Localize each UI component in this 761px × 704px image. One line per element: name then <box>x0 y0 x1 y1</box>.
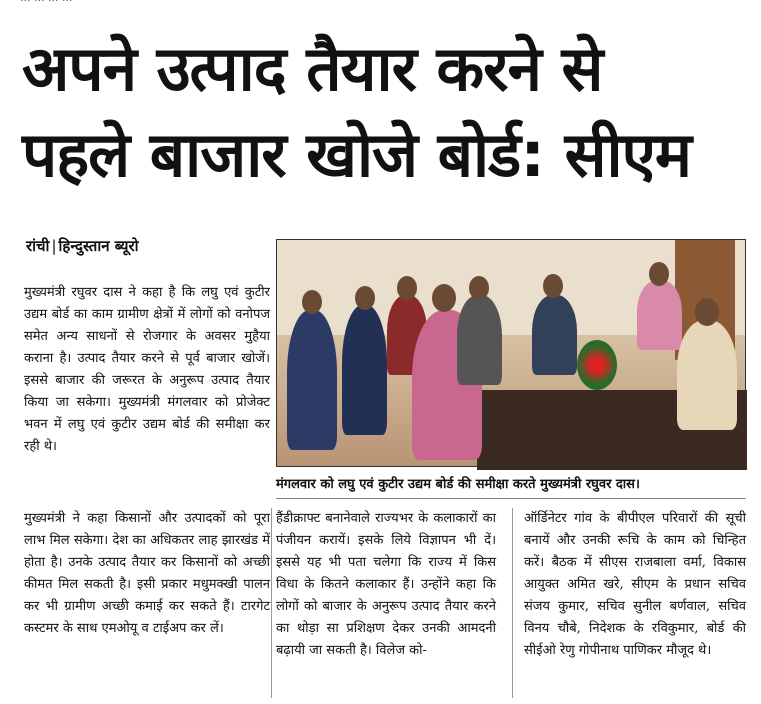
article-paragraph-4: ऑर्डिनेटर गांव के बीपीएल परिवारों की सूची बनायें और उनकी रूचि के काम को चिन्हित करें। बैठक में सीएस राजबाला वर्मा, विकास आयुक्त अमित खरे, सीएम के प्रधान सचिव संजय कुमार, सचिव सुनील बर्णवाल, सचिव विनय चौबे, निदेशक के रविकुमार, बोर्ड की सीईओ रेणु गोपीनाथ पाणिकर मौजूद थे। <box>524 511 746 658</box>
photo-person-head <box>649 262 669 286</box>
photo-person-head <box>355 286 375 310</box>
photo-person-head <box>397 276 417 300</box>
photo-person <box>532 295 577 375</box>
headline <box>22 26 752 198</box>
article-paragraph-3: हैंडीक्राफ्ट बनानेवाले राज्यभर के कलाकारों का पंजीयन करायें। इसके लिये विज्ञापन भी दें। इससे यह भी पता चलेगा कि राज्य में किस विधा के कितने कलाकार हैं। उन्होंने कहा कि लोगों को बाजार के अनुरूप उत्पाद तैयार करने का थोड़ा सा प्रशिक्षण देकर उनकी आमदनी बढ़ायी जा सकती है। विलेज को- <box>276 511 496 658</box>
article-paragraph-2: मुख्यमंत्री ने कहा किसानों और उत्पादकों को पूरा लाभ मिल सकेगा। देश का अधिकतर लाह झारखंड में होता है। उनके उत्पाद तैयार कर किसानों को अच्छी कीमत मिल सकती है। इसी प्रकार मधुमक्खी पालन कर भी ग्रामीण अच्छी कमाई कर सकते हैं। टारगेट कस्टमर के साथ एमओयू व टाईअप कर लें। <box>24 511 270 636</box>
byline <box>26 236 139 256</box>
photo-person <box>637 280 682 350</box>
photo-person <box>677 320 737 430</box>
clipped-text-line <box>20 0 72 4</box>
headline-line-1: अपने उत्पाद तैयार करने से <box>22 32 603 105</box>
column-divider <box>512 508 513 698</box>
article-paragraph-1: मुख्यमंत्री रघुवर दास ने कहा है कि लघु एवं कुटीर उद्यम बोर्ड का काम ग्रामीण क्षेत्रों में लोगों को वनोपज समेत अन्य साधनों से रोजगार के अवसर मुहैया कराना है। उत्पाद तैयार करने से पूर्व बाजार खोजें। इससे बाजार की जरूरत के अनुरूप उत्पाद तैयार किया जा सकेगा। मुख्यमंत्री मंगलवार को प्रोजेक्ट भवन में लघु एवं कुटीर उद्यम बोर्ड की समीक्षा कर रही थे। <box>24 285 270 454</box>
photo-flowers <box>577 340 617 390</box>
photo-person-head <box>469 276 489 300</box>
photo-caption: मंगलवार को लघु एवं कुटीर उद्यम बोर्ड की समीक्षा करते मुख्यमंत्री रघुवर दास। <box>276 477 640 492</box>
byline-source: हिन्दुस्तान ब्यूरो <box>58 237 139 255</box>
photo-person-head <box>695 298 719 326</box>
column-divider <box>271 508 272 698</box>
photo-person <box>457 295 502 385</box>
caption-divider <box>276 498 746 499</box>
photo-person-head <box>543 274 563 298</box>
photo-person <box>287 310 337 450</box>
top-clipped-text <box>0 0 761 6</box>
news-photo <box>276 239 746 467</box>
byline-place: रांची <box>26 237 50 255</box>
byline-separator: | <box>51 237 57 255</box>
headline-line-2: पहले बाजार खोजे बोर्ड: सीएम <box>22 118 691 191</box>
photo-person <box>342 305 387 435</box>
photo-person-head <box>302 290 322 314</box>
photo-person-head <box>432 284 456 312</box>
